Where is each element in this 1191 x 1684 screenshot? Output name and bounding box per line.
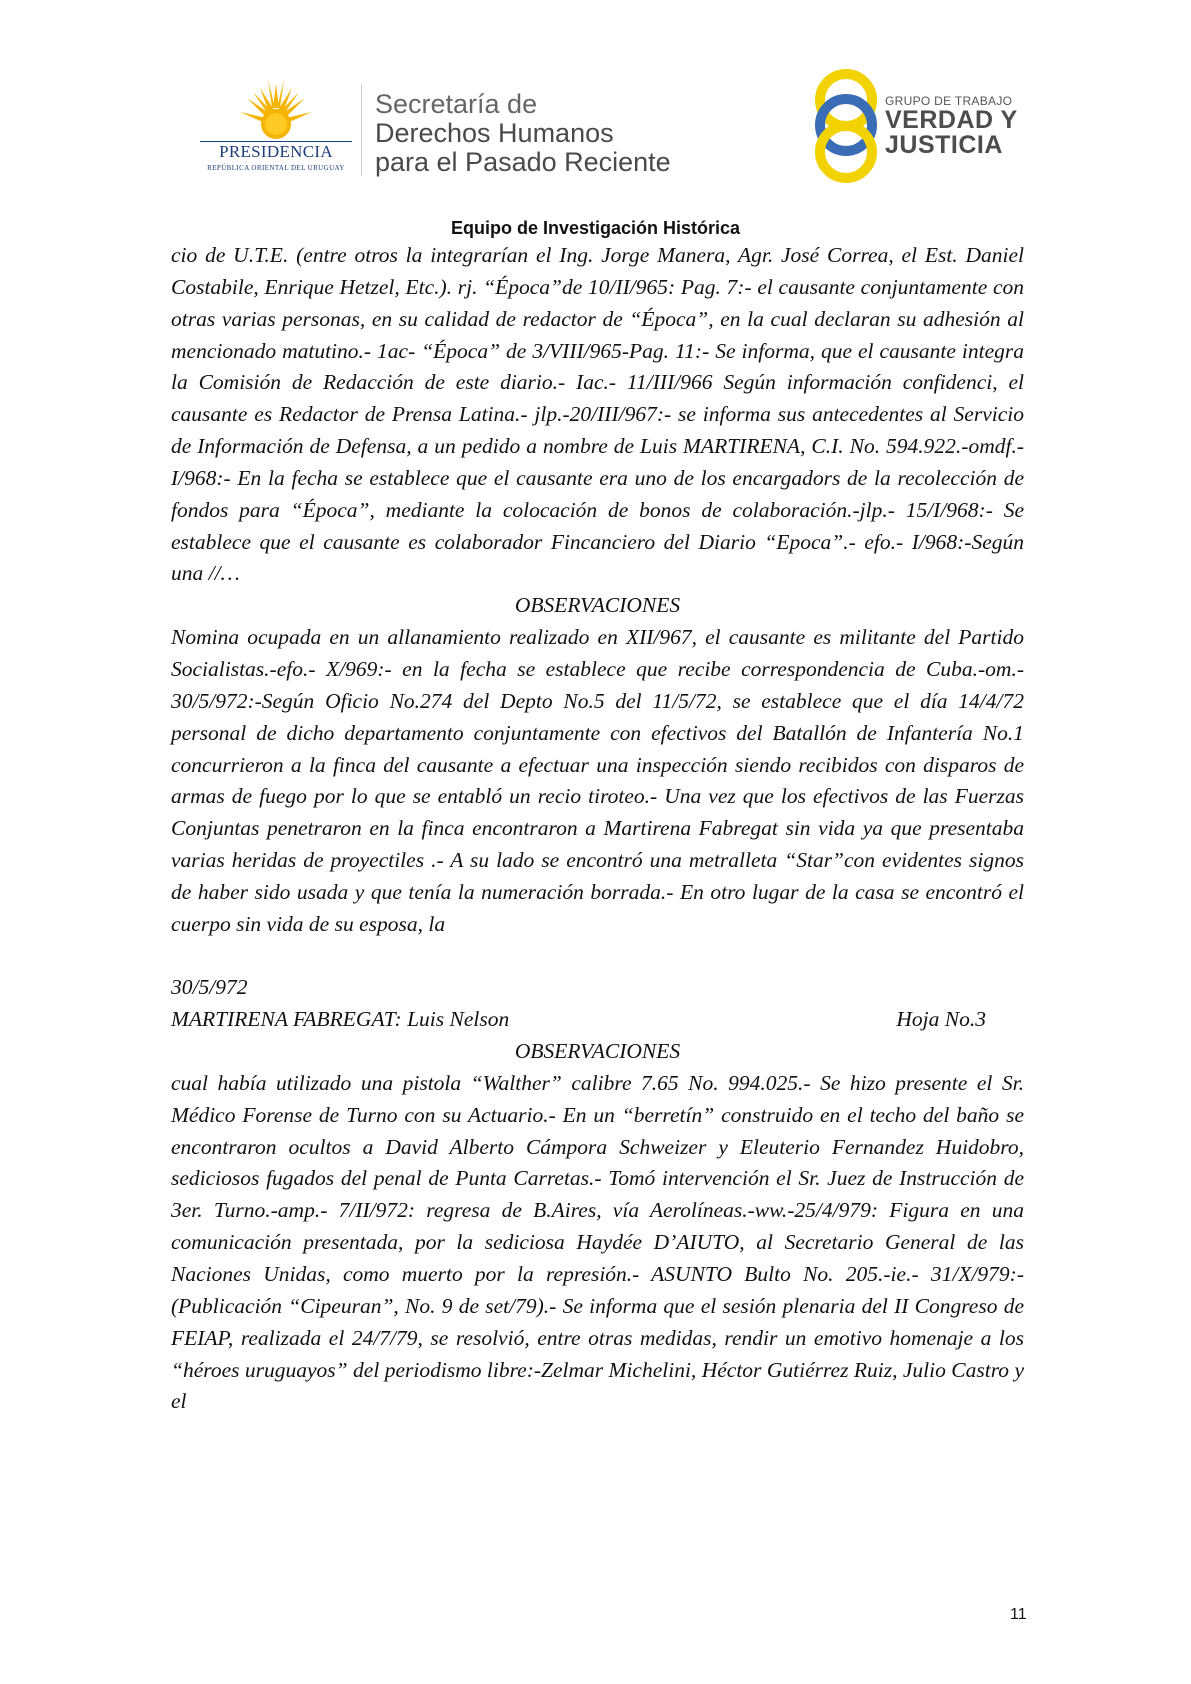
observaciones-heading-1: OBSERVACIONES (514, 593, 681, 618)
presidencia-subtitle: REPÚBLICA ORIENTAL DEL URUGUAY (207, 164, 345, 172)
gvj-title-line-2: JUSTICIA (885, 131, 1003, 159)
date-line: 30/5/972 (171, 975, 248, 1000)
gvj-title-line-1: VERDAD Y (885, 106, 1018, 134)
sun-emblem-icon (234, 78, 318, 140)
secretaria-line-3: para el Pasado Reciente (375, 147, 671, 177)
page-number: 11 (1010, 1606, 1027, 1623)
subject-name: MARTIRENA FABREGAT: Luis Nelson (171, 1007, 510, 1032)
presidencia-name: PRESIDENCIA (219, 142, 333, 161)
sheet-label: Hoja No.3 (896, 1007, 986, 1032)
blank-line (171, 941, 1024, 973)
document-body (171, 240, 1024, 1418)
subject-row (171, 1004, 1024, 1036)
paragraph-1: cio de U.T.E. (entre otros la integrarían el Ing. Jorge Manera, Agr. José Correa, el Est. Daniel Costabile, Enrique Hetzel, Etc.). rj. “Época”de 10/II/965: Pag. 7:- el causante conjuntamente con otras varias personas, en su calidad de redactor de “Época”, en la cual declaran su adhesión al mencionado matutino.- 1ac- “Época” de 3/VIII/965-Pag. 11:- Se informa, que el causante integra la Comisión de Redacción de este diario.- Iac.- 11/III/966 Según información confidenci, el causante es Redactor de Prensa Latina.- jlp.-20/III/967:- se informa sus antecedentes al Servicio de Información de Defensa, a un pedido a nombre de Luis MARTIRENA, C.I. No. 594.922.-omdf.-I/968:- En la fecha se establece que el causante era uno de los encargadors de la recolección de fondos para “Época”, mediante la colocación de bonos de colaboración.-jlp.- 15/I/968:- Se establece que el causante es colaborador Fincanciero del Diario “Epoca”.- efo.- I/968:-Según una //… (171, 243, 1024, 586)
gvj-small-label: GRUPO DE TRABAJO (885, 94, 1013, 108)
gvj-title (885, 108, 1018, 158)
secretaria-title (375, 90, 671, 177)
observaciones-heading-2: OBSERVACIONES (514, 1039, 681, 1064)
team-title: Equipo de Investigación Histórica (450, 218, 741, 238)
paragraph-3: cual había utilizado una pistola “Walther” calibre 7.65 No. 994.025.- Se hizo presente el Sr. Médico Forense de Turno con su Actuario.- En un “berretín” construido en el techo del baño se encontraron ocultos a David Alberto Cámpora Schweizer y Eleuterio Fernandez Huidobro, sediciosos fugados del penal de Punta Carretas.- Tomó intervención el Sr. Juez de Instrucción de 3er. Turno.-amp.- 7/II/972: regresa de B.Aires, vía Aerolíneas.-ww.-25/4/979: Figura en una comunicación presentada, por la sediciosa Haydée D’AIUTO, al Secretario General de las Naciones Unidas, como muerto por la represión.- ASUNTO Bulto No. 205.-ie.- 31/X/979:- (Publicación “Cipeuran”, No. 9 de set/79).- Se informa que el sesión plenaria del II Congreso de FEIAP, realizada el 24/7/79, se resolvió, entre otras medidas, rendir un emotivo homenaje a los “héroes uruguayos” del periodismo libre:-Zelmar Michelini, Héctor Gutiérrez Ruiz, Julio Castro y el (171, 1070, 1024, 1414)
paragraph-2: Nomina ocupada en un allanamiento realizado en XII/967, el causante es militante del Partido Socialistas.-efo.- X/969:- en la fecha se establece que recibe correspondencia de Cuba.-om.- 30/5/972:-Según Oficio No.274 del Depto No.5 del 11/5/72, se establece que el día 14/4/72 personal de dicho departamento conjuntamente con efectivos del Batallón de Infantería No.1 concurrieron a la finca del causante a efectuar una inspección siendo recibidos con disparos de armas de fuego por lo que se entabló un recio tiroteo.- Una vez que los efectivos de las Fuerzas Conjuntas penetraron en la finca encontraron a Martirena Fabregat sin vida ya que presentaba varias heridas de proyectiles .- A su lado se encontró una metralleta “Star”con evidentes signos de haber sido usada y que tenía la numeración borrada.- En otro lugar de la casa se encontró el cuerpo sin vida de su esposa, la (171, 625, 1024, 936)
presidencia-logo (196, 78, 356, 178)
page-header (0, 0, 1191, 210)
header-divider (361, 84, 362, 176)
secretaria-line-2: Derechos Humanos (375, 118, 614, 148)
secretaria-line-1: Secretaría de (375, 89, 538, 119)
